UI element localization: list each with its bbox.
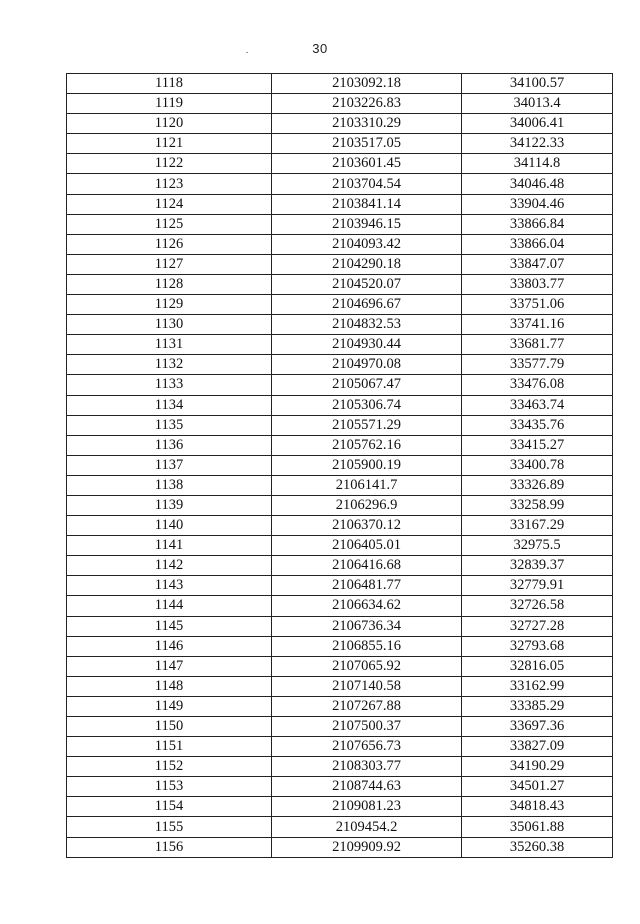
x-coordinate-cell: 2107267.88 [272,696,462,716]
x-coordinate-cell: 2107065.92 [272,656,462,676]
table-row [67,717,613,737]
x-coordinate-cell: 2104696.67 [272,295,462,315]
point-number-cell: 1128 [67,274,272,294]
x-coordinate-cell: 2107656.73 [272,737,462,757]
y-coordinate-cell: 33385.29 [462,696,613,716]
table-row [67,435,613,455]
coordinate-table [66,73,613,858]
x-coordinate-cell: 2109909.92 [272,837,462,857]
y-coordinate-cell: 33803.77 [462,274,613,294]
point-number-cell: 1132 [67,355,272,375]
table-row [67,696,613,716]
x-coordinate-cell: 2109454.2 [272,817,462,837]
table-row [67,676,613,696]
point-number-cell: 1129 [67,295,272,315]
x-coordinate-cell: 2104093.42 [272,234,462,254]
table-row [67,134,613,154]
point-number-cell: 1143 [67,576,272,596]
table-row [67,355,613,375]
y-coordinate-cell: 34818.43 [462,797,613,817]
y-coordinate-cell: 33866.04 [462,234,613,254]
y-coordinate-cell: 35061.88 [462,817,613,837]
table-row [67,757,613,777]
table-row [67,777,613,797]
table-row [67,74,613,94]
point-number-cell: 1136 [67,435,272,455]
table-row [67,516,613,536]
table-row [67,656,613,676]
y-coordinate-cell: 33258.99 [462,495,613,515]
point-number-cell: 1146 [67,636,272,656]
x-coordinate-cell: 2106416.68 [272,556,462,576]
x-coordinate-cell: 2106736.34 [272,616,462,636]
point-number-cell: 1144 [67,596,272,616]
point-number-cell: 1149 [67,696,272,716]
y-coordinate-cell: 34100.57 [462,74,613,94]
table-row [67,536,613,556]
x-coordinate-cell: 2104520.07 [272,274,462,294]
table-row [67,415,613,435]
y-coordinate-cell: 33167.29 [462,516,613,536]
point-number-cell: 1133 [67,375,272,395]
point-number-cell: 1122 [67,154,272,174]
table-row [67,174,613,194]
x-coordinate-cell: 2108303.77 [272,757,462,777]
y-coordinate-cell: 34190.29 [462,757,613,777]
y-coordinate-cell: 32779.91 [462,576,613,596]
point-number-cell: 1126 [67,234,272,254]
x-coordinate-cell: 2103841.14 [272,194,462,214]
table-row [67,495,613,515]
point-number-cell: 1145 [67,616,272,636]
point-number-cell: 1153 [67,777,272,797]
point-number-cell: 1119 [67,94,272,114]
table-row [67,797,613,817]
y-coordinate-cell: 33435.76 [462,415,613,435]
y-coordinate-cell: 33866.84 [462,214,613,234]
y-coordinate-cell: 33476.08 [462,375,613,395]
x-coordinate-cell: 2107500.37 [272,717,462,737]
x-coordinate-cell: 2106405.01 [272,536,462,556]
table-row [67,576,613,596]
table-row [67,616,613,636]
y-coordinate-cell: 33162.99 [462,676,613,696]
table-row [67,234,613,254]
point-number-cell: 1135 [67,415,272,435]
table-row [67,636,613,656]
y-coordinate-cell: 33697.36 [462,717,613,737]
point-number-cell: 1127 [67,254,272,274]
table-row [67,395,613,415]
x-coordinate-cell: 2106141.7 [272,475,462,495]
x-coordinate-cell: 2106855.16 [272,636,462,656]
point-number-cell: 1148 [67,676,272,696]
point-number-cell: 1151 [67,737,272,757]
x-coordinate-cell: 2105306.74 [272,395,462,415]
y-coordinate-cell: 33463.74 [462,395,613,415]
table-row [67,114,613,134]
table-row [67,737,613,757]
y-coordinate-cell: 32839.37 [462,556,613,576]
x-coordinate-cell: 2104970.08 [272,355,462,375]
point-number-cell: 1147 [67,656,272,676]
y-coordinate-cell: 34006.41 [462,114,613,134]
coordinate-table-body [67,74,613,858]
x-coordinate-cell: 2103226.83 [272,94,462,114]
point-number-cell: 1139 [67,495,272,515]
x-coordinate-cell: 2106634.62 [272,596,462,616]
table-row [67,335,613,355]
y-coordinate-cell: 32816.05 [462,656,613,676]
x-coordinate-cell: 2106481.77 [272,576,462,596]
x-coordinate-cell: 2103601.45 [272,154,462,174]
y-coordinate-cell: 34501.27 [462,777,613,797]
page-number: 30 [312,41,328,56]
y-coordinate-cell: 34122.33 [462,134,613,154]
table-row [67,295,613,315]
x-coordinate-cell: 2103946.15 [272,214,462,234]
scan-speck [246,52,248,53]
table-row [67,817,613,837]
point-number-cell: 1138 [67,475,272,495]
point-number-cell: 1154 [67,797,272,817]
x-coordinate-cell: 2104832.53 [272,315,462,335]
y-coordinate-cell: 33827.09 [462,737,613,757]
x-coordinate-cell: 2103704.54 [272,174,462,194]
y-coordinate-cell: 34013.4 [462,94,613,114]
table-row [67,154,613,174]
table-row [67,315,613,335]
point-number-cell: 1152 [67,757,272,777]
y-coordinate-cell: 33681.77 [462,335,613,355]
x-coordinate-cell: 2105067.47 [272,375,462,395]
point-number-cell: 1121 [67,134,272,154]
y-coordinate-cell: 32726.58 [462,596,613,616]
x-coordinate-cell: 2109081.23 [272,797,462,817]
x-coordinate-cell: 2106370.12 [272,516,462,536]
table-row [67,375,613,395]
x-coordinate-cell: 2104930.44 [272,335,462,355]
table-row [67,194,613,214]
point-number-cell: 1137 [67,455,272,475]
x-coordinate-cell: 2107140.58 [272,676,462,696]
point-number-cell: 1120 [67,114,272,134]
point-number-cell: 1141 [67,536,272,556]
table-row [67,94,613,114]
y-coordinate-cell: 33847.07 [462,254,613,274]
x-coordinate-cell: 2106296.9 [272,495,462,515]
point-number-cell: 1150 [67,717,272,737]
table-row [67,274,613,294]
y-coordinate-cell: 33400.78 [462,455,613,475]
x-coordinate-cell: 2103517.05 [272,134,462,154]
x-coordinate-cell: 2105762.16 [272,435,462,455]
x-coordinate-cell: 2103092.18 [272,74,462,94]
y-coordinate-cell: 32975.5 [462,536,613,556]
x-coordinate-cell: 2105571.29 [272,415,462,435]
y-coordinate-cell: 33904.46 [462,194,613,214]
table-row [67,254,613,274]
point-number-cell: 1118 [67,74,272,94]
point-number-cell: 1125 [67,214,272,234]
y-coordinate-cell: 33415.27 [462,435,613,455]
y-coordinate-cell: 32793.68 [462,636,613,656]
table-row [67,556,613,576]
y-coordinate-cell: 33741.16 [462,315,613,335]
point-number-cell: 1124 [67,194,272,214]
point-number-cell: 1131 [67,335,272,355]
y-coordinate-cell: 32727.28 [462,616,613,636]
point-number-cell: 1156 [67,837,272,857]
table-row [67,837,613,857]
point-number-cell: 1155 [67,817,272,837]
table-row [67,214,613,234]
x-coordinate-cell: 2103310.29 [272,114,462,134]
point-number-cell: 1130 [67,315,272,335]
y-coordinate-cell: 35260.38 [462,837,613,857]
table-row [67,596,613,616]
table-row [67,475,613,495]
point-number-cell: 1123 [67,174,272,194]
x-coordinate-cell: 2104290.18 [272,254,462,274]
y-coordinate-cell: 33577.79 [462,355,613,375]
x-coordinate-cell: 2105900.19 [272,455,462,475]
y-coordinate-cell: 34114.8 [462,154,613,174]
table-row [67,455,613,475]
point-number-cell: 1134 [67,395,272,415]
y-coordinate-cell: 33326.89 [462,475,613,495]
x-coordinate-cell: 2108744.63 [272,777,462,797]
y-coordinate-cell: 34046.48 [462,174,613,194]
y-coordinate-cell: 33751.06 [462,295,613,315]
point-number-cell: 1142 [67,556,272,576]
point-number-cell: 1140 [67,516,272,536]
